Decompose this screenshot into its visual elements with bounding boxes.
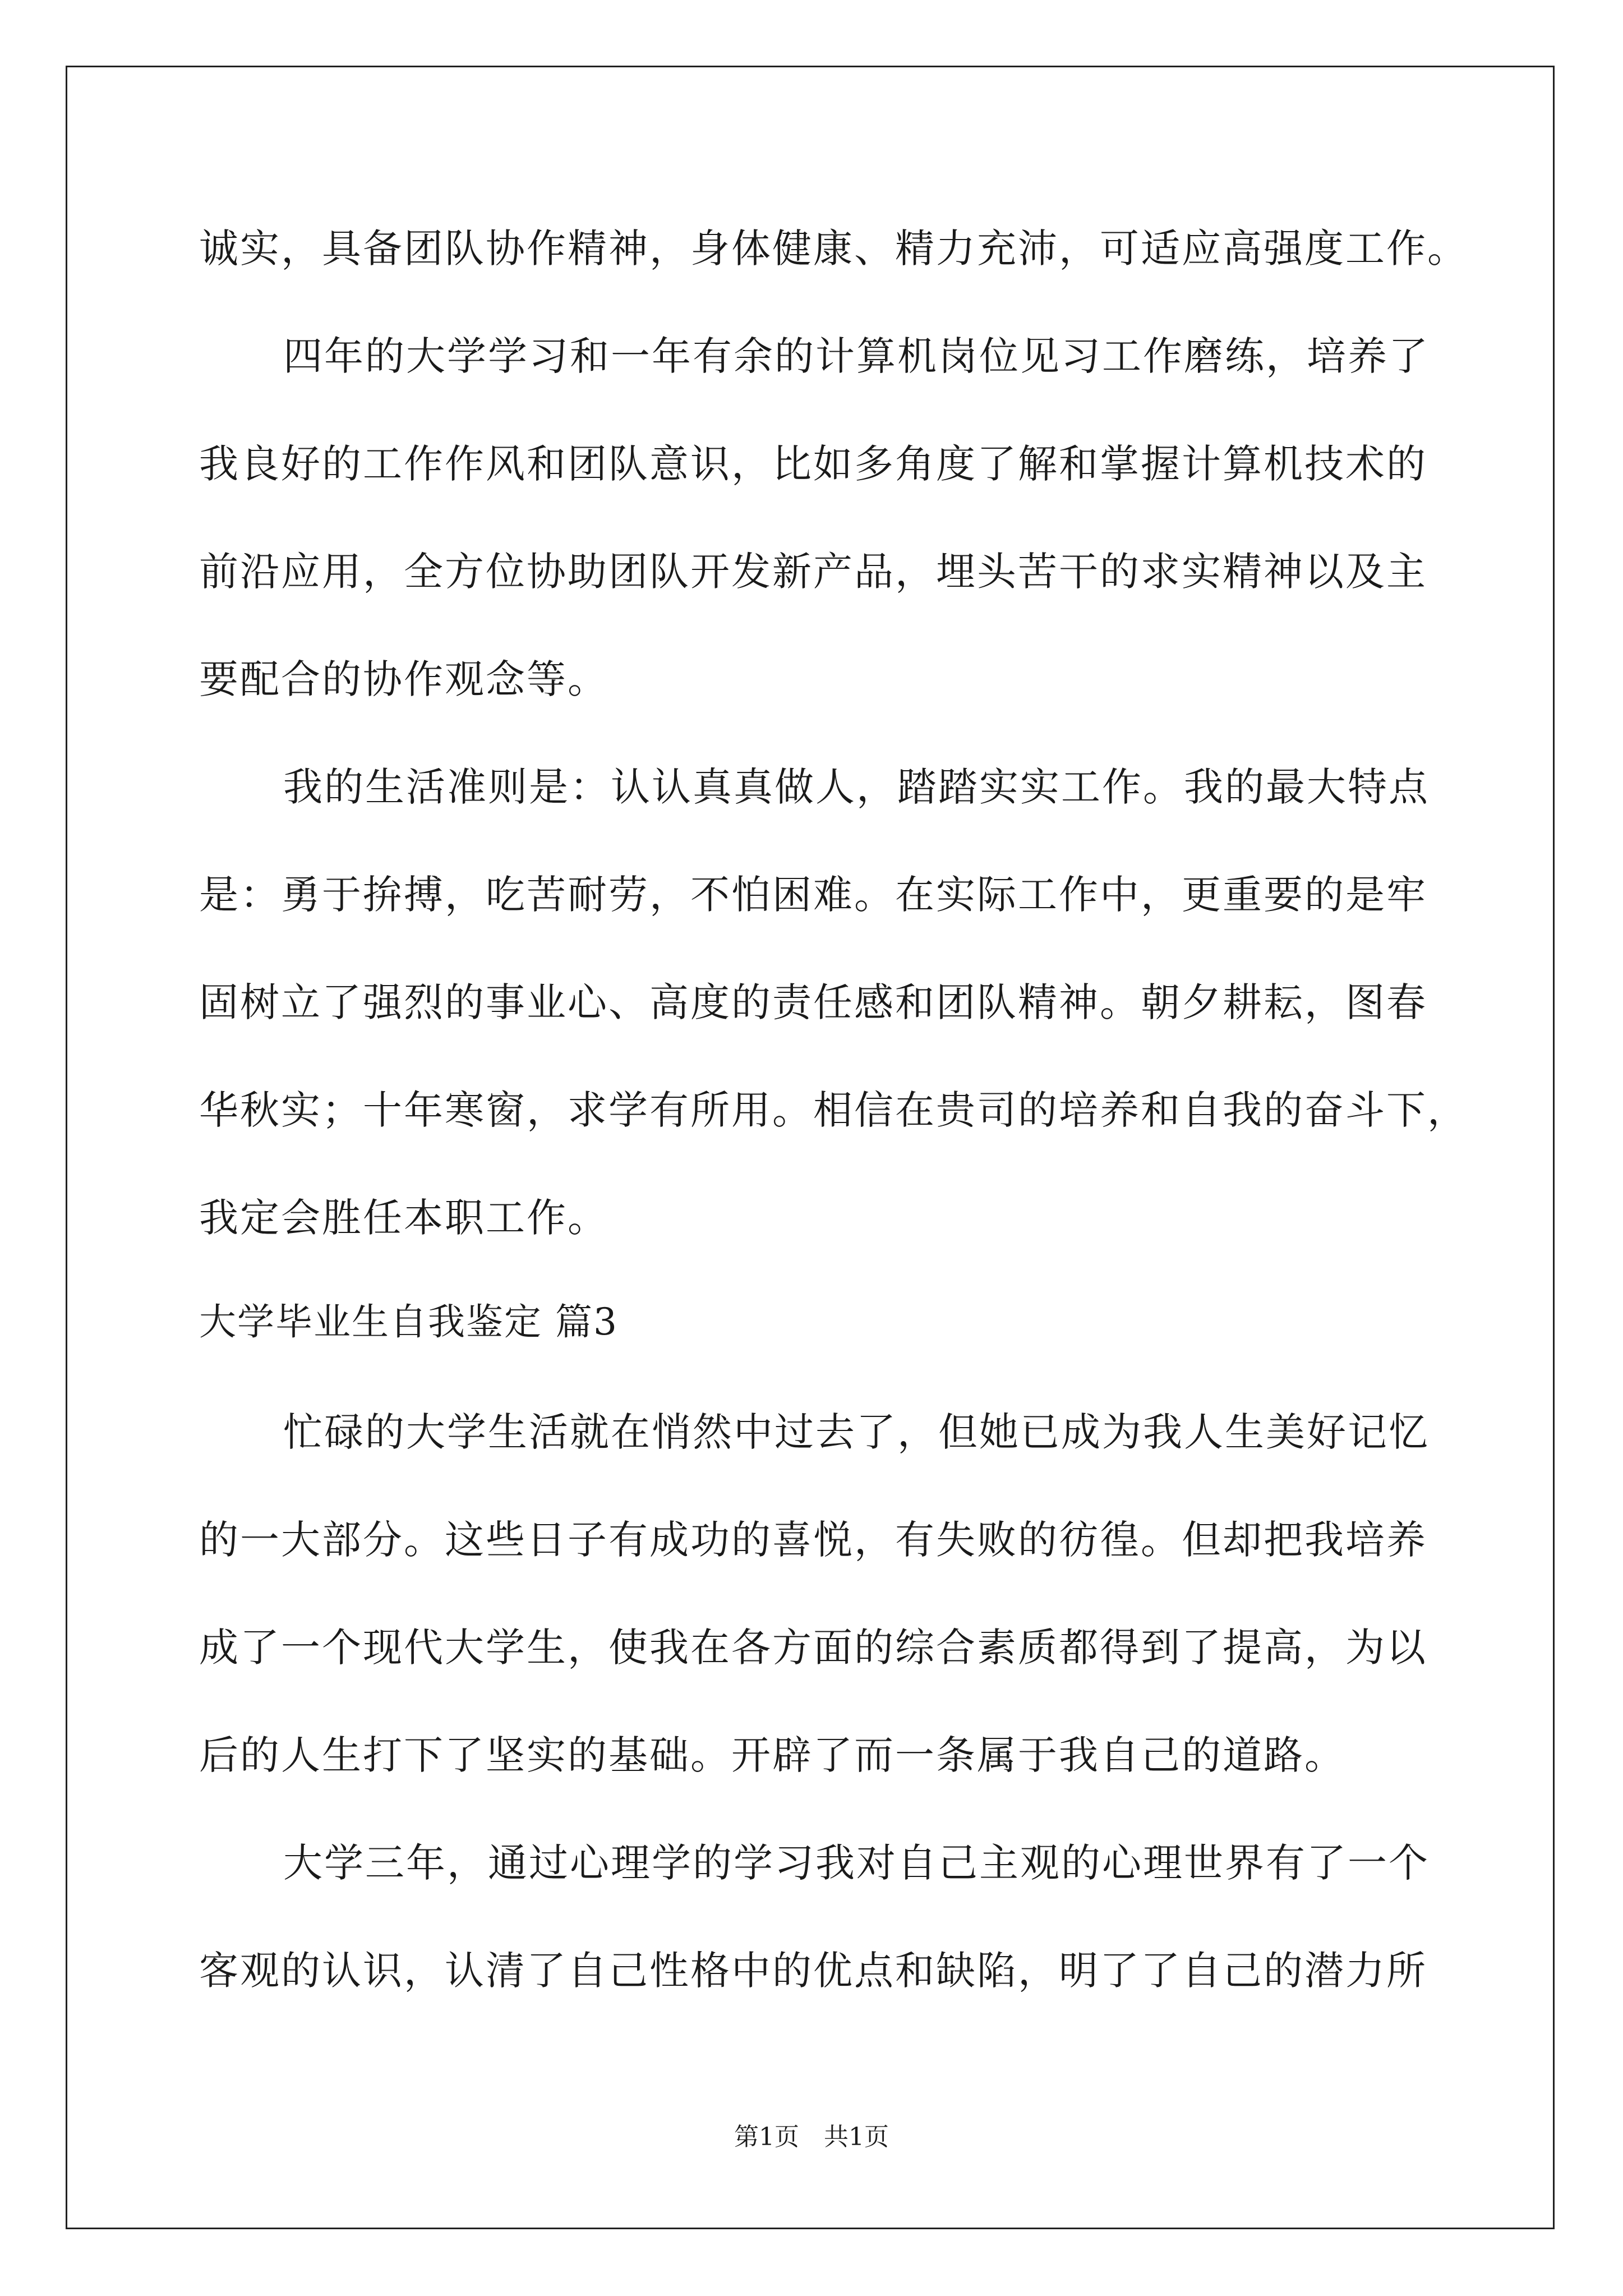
body-line: 我良好的工作作风和团队意识，比如多角度了解和掌握计算机技术的 <box>199 441 1427 487</box>
page-number: 第1页 共1页 <box>734 2123 889 2151</box>
body-line: 成了一个现代大学生，使我在各方面的综合素质都得到了提高，为以 <box>199 1625 1427 1671</box>
body-line: 固树立了强烈的事业心、高度的责任感和团队精神。朝夕耕耘，图春 <box>199 979 1427 1025</box>
body-line: 是：勇于拚搏，吃苦耐劳，不怕困难。在实际工作中，更重要的是牢 <box>199 872 1427 918</box>
body-line: 的一大部分。这些日子有成功的喜悦，有失败的彷徨。但却把我培养 <box>199 1517 1427 1563</box>
body-line: 我定会胜任本职工作。 <box>199 1195 608 1241</box>
body-line: 前沿应用，全方位协助团队开发新产品，埋头苦干的求实精神以及主 <box>199 549 1427 595</box>
body-line: 华秋实；十年寒窗，求学有所用。相信在贵司的培养和自我的奋斗下， <box>199 1087 1468 1133</box>
body-line: 四年的大学学习和一年有余的计算机岗位见习工作磨练，培养了 <box>283 333 1430 379</box>
body-line: 后的人生打下了坚实的基础。开辟了而一条属于我自己的道路。 <box>199 1732 1345 1778</box>
body-line: 我的生活准则是：认认真真做人，踏踏实实工作。我的最大特点 <box>283 764 1430 810</box>
body-line: 诚实，具备团队协作精神，身体健康、精力充沛，可适应高强度工作。 <box>199 226 1468 272</box>
body-line: 忙碌的大学生活就在悄然中过去了，但她已成为我人生美好记忆 <box>283 1409 1430 1455</box>
body-line: 大学三年，通过心理学的学习我对自己主观的心理世界有了一个 <box>283 1840 1430 1886</box>
body-line: 客观的认识，认清了自己性格中的优点和缺陷，明了了自己的潜力所 <box>199 1948 1427 1994</box>
body-line: 要配合的协作观念等。 <box>199 656 608 702</box>
section-heading: 大学毕业生自我鉴定 篇3 <box>199 1300 618 1343</box>
page-border <box>66 66 1555 2229</box>
